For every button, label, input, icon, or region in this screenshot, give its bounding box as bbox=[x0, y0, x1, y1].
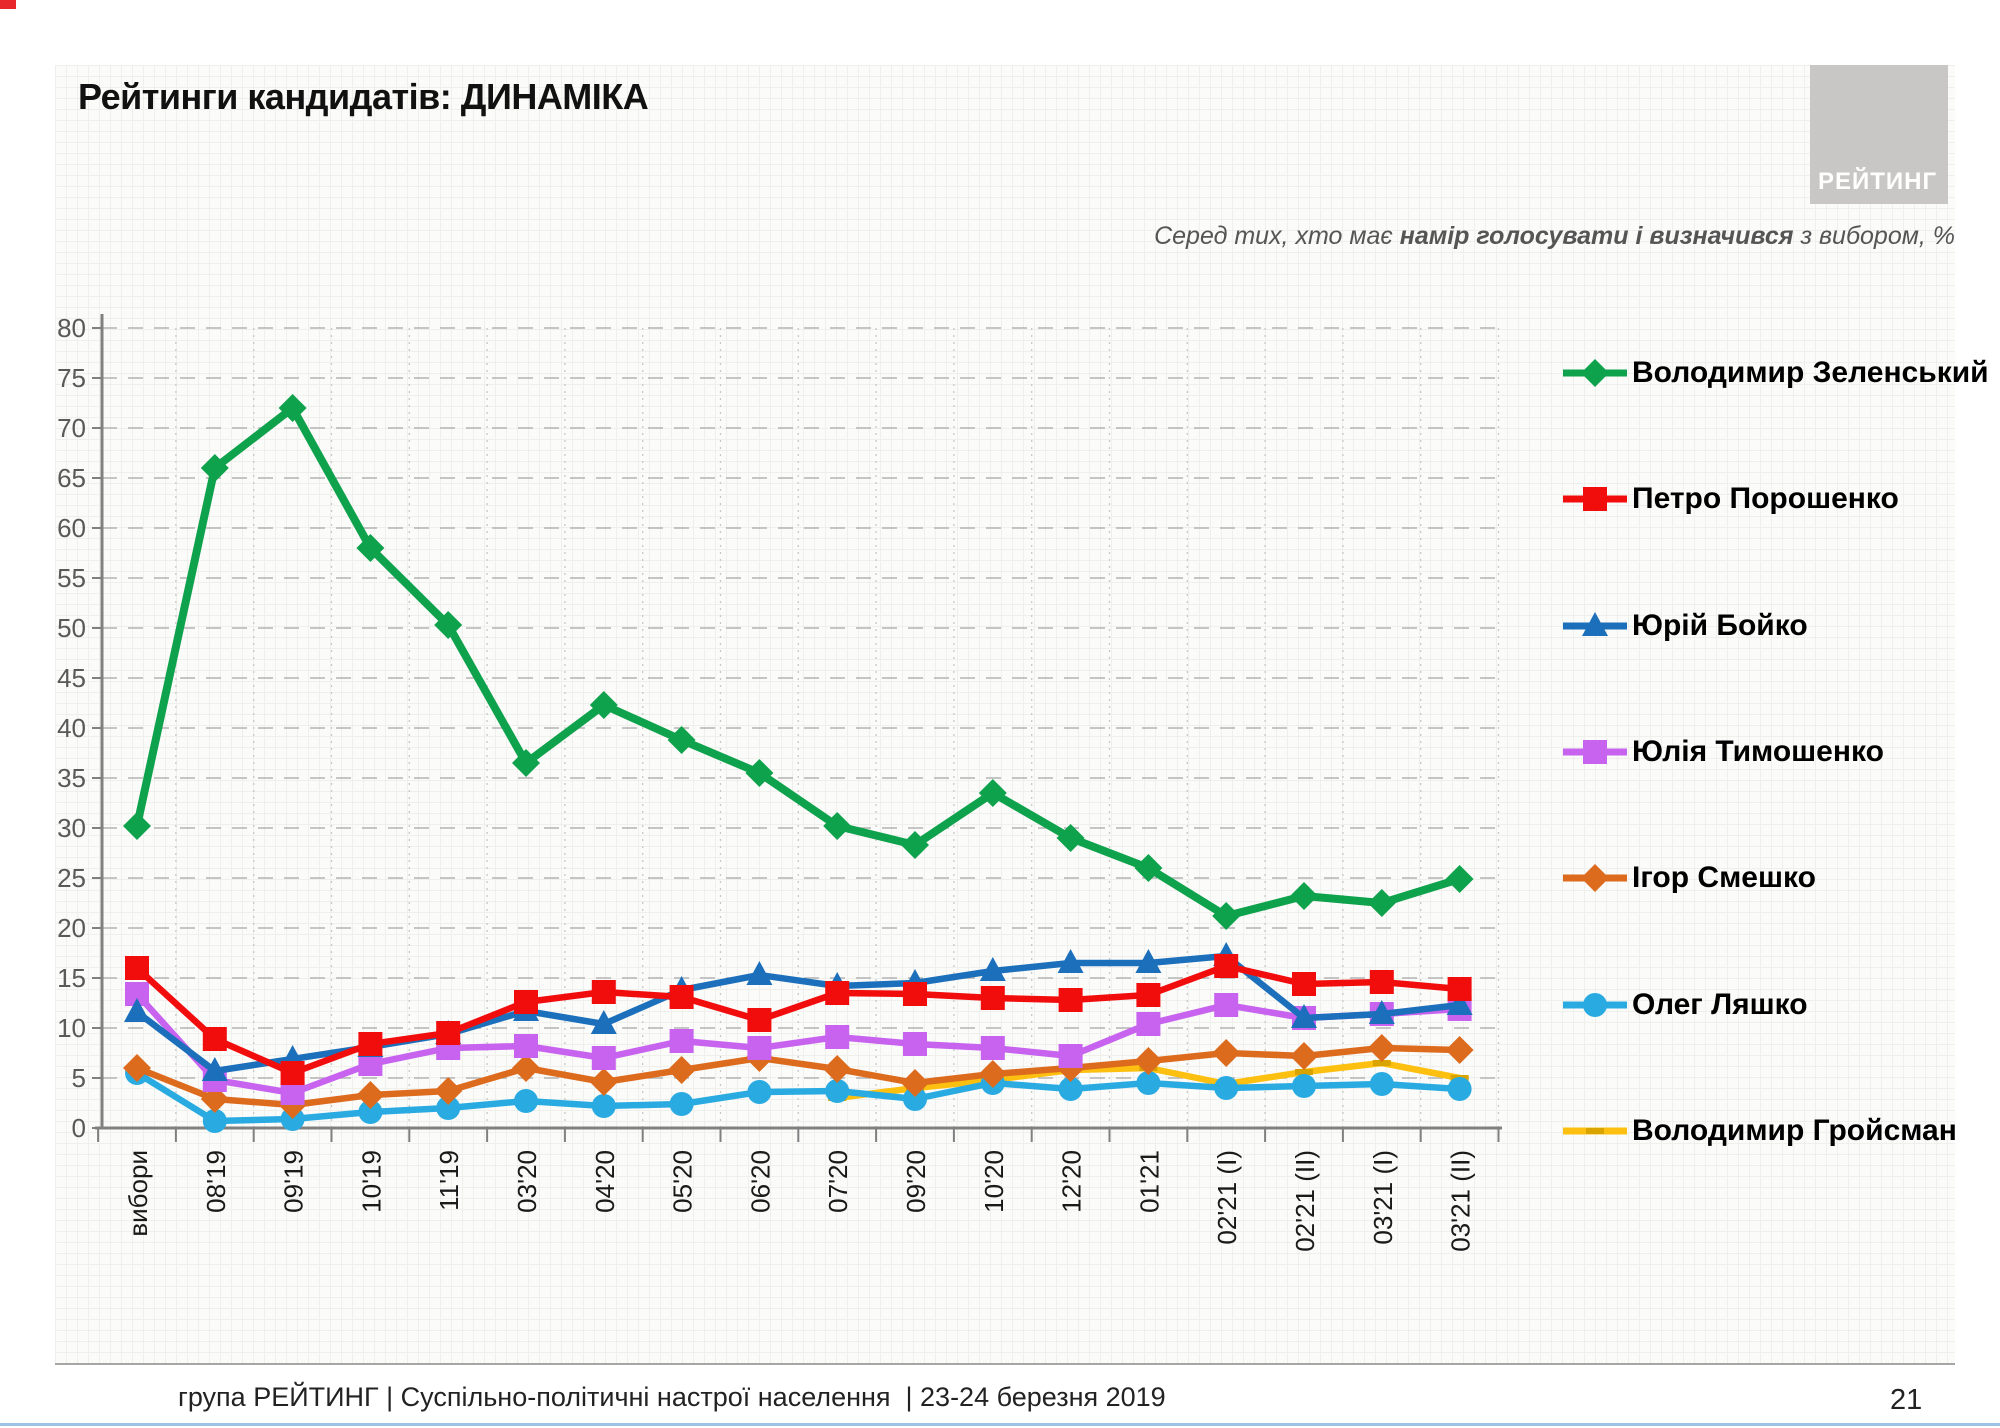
y-tick-label: 0 bbox=[71, 1113, 86, 1143]
square-marker-icon bbox=[514, 990, 538, 1014]
legend-swatch bbox=[1563, 479, 1627, 519]
diamond-marker-icon bbox=[434, 1077, 462, 1105]
square-marker-icon bbox=[1583, 740, 1607, 764]
square-marker-icon bbox=[514, 1034, 538, 1058]
chart-subtitle-bold: намір голосувати і визначився bbox=[1399, 222, 1794, 250]
circle-marker-icon bbox=[1448, 1077, 1472, 1101]
x-tick-label: 06'20 bbox=[745, 1150, 776, 1213]
circle-marker-icon bbox=[592, 1094, 616, 1118]
circle-marker-icon bbox=[1292, 1074, 1316, 1098]
diamond-marker-icon bbox=[1446, 865, 1474, 893]
y-tick-label: 30 bbox=[57, 813, 86, 843]
page-title: Рейтинги кандидатів: ДИНАМІКА bbox=[78, 76, 649, 117]
x-tick-label: 07'20 bbox=[823, 1150, 854, 1213]
y-tick-label: 50 bbox=[57, 613, 86, 643]
legend-item-1 bbox=[1563, 479, 1899, 519]
legend-label: Петро Порошенко bbox=[1632, 482, 1899, 515]
x-tick-label: 09'20 bbox=[901, 1150, 931, 1213]
square-marker-icon bbox=[670, 1029, 694, 1053]
legend-label: Ігор Смешко bbox=[1632, 861, 1816, 894]
diamond-marker-icon bbox=[1581, 359, 1609, 387]
square-marker-icon bbox=[1370, 970, 1394, 994]
y-tick-label: 10 bbox=[57, 1013, 86, 1043]
square-marker-icon bbox=[670, 985, 694, 1009]
y-tick-label: 15 bbox=[57, 963, 86, 993]
y-tick-label: 80 bbox=[57, 313, 86, 343]
square-marker-icon bbox=[436, 1021, 460, 1045]
diamond-marker-icon bbox=[356, 1081, 384, 1109]
square-marker-icon bbox=[747, 1036, 771, 1060]
legend-label: Юлія Тимошенко bbox=[1632, 735, 1884, 768]
x-tick-label: 03'20 bbox=[512, 1150, 542, 1213]
legend-item-4 bbox=[1563, 858, 1816, 898]
square-marker-icon bbox=[125, 956, 149, 980]
diamond-marker-icon bbox=[1368, 1034, 1396, 1062]
x-tick-label: 04'20 bbox=[589, 1150, 620, 1213]
y-tick-label: 65 bbox=[57, 463, 86, 493]
square-marker-icon bbox=[592, 980, 616, 1004]
diamond-marker-icon bbox=[1290, 882, 1318, 910]
square-marker-icon bbox=[1583, 487, 1607, 511]
footer-source-text: група РЕЙТИНГ | Суспільно-політичні настрої населення | 23-24 березня 2019 bbox=[178, 1382, 1166, 1412]
square-marker-icon bbox=[1292, 972, 1316, 996]
square-marker-icon bbox=[281, 1061, 305, 1085]
circle-marker-icon bbox=[1583, 993, 1607, 1017]
diamond-marker-icon bbox=[123, 812, 151, 840]
square-marker-icon bbox=[1214, 993, 1238, 1017]
chart-subtitle-suffix: з вибором, % bbox=[1793, 222, 1955, 250]
circle-marker-icon bbox=[1370, 1072, 1394, 1096]
y-tick-label: 25 bbox=[57, 863, 86, 893]
y-tick-label: 55 bbox=[57, 563, 86, 593]
diamond-marker-icon bbox=[1368, 889, 1396, 917]
legend-label: Юрій Бойко bbox=[1632, 609, 1808, 642]
x-tick-label: 09'19 bbox=[278, 1150, 309, 1213]
y-tick-label: 20 bbox=[57, 913, 86, 943]
y-tick-label: 40 bbox=[57, 713, 86, 743]
legend-swatch bbox=[1563, 353, 1627, 393]
square-marker-icon bbox=[981, 986, 1005, 1010]
square-marker-icon bbox=[1448, 977, 1472, 1001]
x-tick-label: 02'21 (I) bbox=[1212, 1150, 1243, 1245]
page-number: 21 bbox=[1890, 1384, 1923, 1416]
square-marker-icon bbox=[981, 1036, 1005, 1060]
legend-swatch bbox=[1563, 606, 1627, 646]
square-marker-icon bbox=[1214, 954, 1238, 978]
triangle-marker-icon bbox=[746, 961, 772, 985]
y-tick-label: 60 bbox=[57, 513, 86, 543]
square-marker-icon bbox=[203, 1027, 227, 1051]
x-tick-label: 03'21 (I) bbox=[1367, 1150, 1398, 1245]
x-tick-label: вибори bbox=[123, 1150, 153, 1237]
x-tick-label: 01'21 bbox=[1134, 1150, 1165, 1213]
diamond-marker-icon bbox=[1446, 1036, 1474, 1064]
diamond-marker-icon bbox=[1581, 864, 1609, 892]
x-tick-label: 03'21 (II) bbox=[1445, 1150, 1476, 1252]
legend-swatch bbox=[1563, 985, 1627, 1025]
y-tick-label: 75 bbox=[57, 363, 86, 393]
legend-swatch bbox=[1563, 858, 1627, 898]
x-tick-label: 10'20 bbox=[978, 1150, 1009, 1213]
diamond-marker-icon bbox=[1212, 1039, 1240, 1067]
bottom-rule bbox=[0, 1423, 2000, 1426]
square-marker-icon bbox=[747, 1008, 771, 1032]
x-tick-label: 02'21 (II) bbox=[1290, 1150, 1320, 1252]
circle-marker-icon bbox=[747, 1080, 771, 1104]
diamond-marker-icon bbox=[668, 1056, 696, 1084]
y-tick-label: 45 bbox=[57, 663, 86, 693]
square-marker-icon bbox=[1136, 1012, 1160, 1036]
diamond-marker-icon bbox=[668, 726, 696, 754]
x-tick-label: 11'19 bbox=[434, 1150, 465, 1211]
square-marker-icon bbox=[1136, 983, 1160, 1007]
x-tick-label: 08'19 bbox=[200, 1150, 231, 1213]
legend-item-3 bbox=[1563, 732, 1884, 772]
diamond-marker-icon bbox=[590, 1068, 618, 1096]
y-tick-label: 5 bbox=[71, 1063, 86, 1093]
square-marker-icon bbox=[1059, 1044, 1083, 1068]
legend-label: Володимир Зеленський bbox=[1632, 356, 1989, 389]
x-tick-label: 05'20 bbox=[667, 1150, 698, 1213]
dash-marker-icon bbox=[1586, 1128, 1604, 1134]
square-marker-icon bbox=[358, 1032, 382, 1056]
legend-swatch bbox=[1563, 1111, 1627, 1151]
diamond-marker-icon bbox=[512, 1054, 540, 1082]
diamond-marker-icon bbox=[823, 1055, 851, 1083]
chart-subtitle-prefix: Серед тих, хто має bbox=[1154, 222, 1400, 250]
square-marker-icon bbox=[903, 1032, 927, 1056]
y-tick-label: 70 bbox=[57, 413, 86, 443]
square-marker-icon bbox=[825, 981, 849, 1005]
x-tick-label: 10'19 bbox=[356, 1150, 387, 1213]
legend-item-6 bbox=[1563, 1111, 1957, 1151]
square-marker-icon bbox=[592, 1046, 616, 1070]
circle-marker-icon bbox=[1214, 1076, 1238, 1100]
legend-label: Олег Ляшко bbox=[1632, 988, 1808, 1021]
square-marker-icon bbox=[825, 1025, 849, 1049]
legend-swatch bbox=[1563, 732, 1627, 772]
diamond-marker-icon bbox=[1290, 1042, 1318, 1070]
legend-item-0 bbox=[1563, 353, 1989, 393]
square-marker-icon bbox=[903, 982, 927, 1006]
y-tick-label: 35 bbox=[57, 763, 86, 793]
circle-marker-icon bbox=[670, 1092, 694, 1116]
legend-item-2 bbox=[1563, 606, 1808, 646]
legend-item-5 bbox=[1563, 985, 1808, 1025]
x-tick-label: 12'20 bbox=[1056, 1150, 1087, 1213]
square-marker-icon bbox=[1059, 988, 1083, 1012]
legend-label: Володимир Гройсман bbox=[1632, 1114, 1957, 1147]
circle-marker-icon bbox=[514, 1089, 538, 1113]
rating-group-logo-text: РЕЙТИНГ bbox=[1818, 168, 1938, 195]
